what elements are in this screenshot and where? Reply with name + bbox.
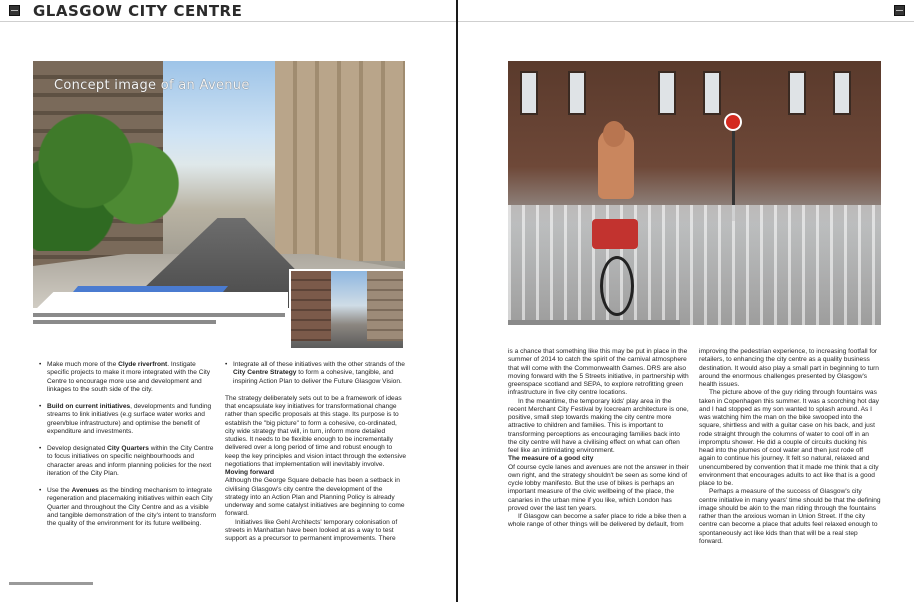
bullet-bold: City Quarters [107, 445, 149, 452]
no-parking-sign-icon [724, 113, 742, 131]
text-column-3 [508, 348, 689, 530]
photo-window [568, 71, 586, 115]
page-title: GLASGOW CITY CENTRE [33, 2, 243, 20]
body-paragraph: Perhaps a measure of the success of Glasgow's city centre initiative in many years' time should be that the defining image should be akin to the man riding through the fountains rather than the anxious woman in Union Street. If the city centre can become a place that adults feel relaxed enough to spontaneously act like kids than that will be a real step forward. [699, 488, 881, 545]
bullet-bold: Avenues [71, 487, 99, 494]
body-paragraph: The picture above of the guy riding through fountains was taken in Copenhagen this summer. It was a scorching hot day and I had stopped as my son wanted to splash around. As I was watching him the man on the bike swooped into the square, shirtless and with a guitar case on his back, and just rode straight through the columns of water to cool off in an impromptu shower. He did a couple of circuits ducking his head into the plumes of cool water and then just rode off again to continue his journey. It felt so natural, relaxed and unencumbered by convention that it made me think that a city environment that encourages adults to act like that is a good place to be. [699, 389, 879, 487]
body-paragraph: If Glasgow can become a safer place to ride a bike then a whole range of other things will be delivered by default, from [508, 513, 687, 529]
decorative-white-wedge [33, 292, 288, 312]
page-marker-icon [9, 5, 20, 16]
body-paragraph: improving the pedestrian experience, to increasing footfall for retailers, to enhancing the city centre as a quality business destination. It would also play a small part in beginning to turn around the enormous challenges presented by Glasgow's health issues. [699, 348, 879, 388]
bullet-item [39, 445, 217, 478]
bullet-bold: Build on current initiatives [47, 403, 131, 410]
footer-bar [9, 582, 93, 585]
photo-building-right [275, 61, 405, 261]
photo-fountain-jets [508, 205, 881, 325]
bullet-item [39, 487, 217, 528]
photo-window [833, 71, 851, 115]
photo-window [788, 71, 806, 115]
bullet-text: as the binding mechanism to integrate regeneration and placemaking initiatives within each City Quarter and throughout the City Centre and as a visible and tangible demonstration of the city's intent to transform the quality of the environment for its future wellbeing. [47, 487, 217, 527]
body-paragraph: Although the George Square debacle has been a setback in civilising Glasgow's city centre the development of the strategy into an Action Plan and Planning Policy is already underway and some catalyst initiatives are beginning to come forward. [225, 477, 405, 518]
bullet-text: to form a cohesive, tangible, and inspiring Action Plan to deliver the Future Glasgow Vision. [233, 369, 402, 385]
page-header [0, 0, 457, 22]
fountain-cyclist-photo [508, 61, 881, 325]
bullet-text: within the City Centre to focus initiatives on specific neighbourhoods and character areas and inform planning policies for the next iteration of the City Plan. [47, 445, 214, 477]
photo-caption: Concept image of an Avenue [54, 78, 250, 93]
decorative-bar [33, 313, 285, 317]
text-column-1 [39, 361, 217, 537]
bullet-text: , developments and funding streams to link initiatives (e.g surface water works and green/blue infrastructure) and optimise the benefit of expenditure and investments. [47, 403, 212, 435]
photo-cyclist-shorts [592, 219, 638, 249]
decorative-bar [508, 320, 680, 325]
body-paragraph: Initiatives like Gehl Architects' temporary colonisation of streets in Manhattan have been looked at as a way to test support as a precursor to permanent improvements. There [225, 518, 398, 542]
inset-building-left [291, 271, 331, 341]
right-page [458, 0, 914, 602]
bike-wheel-icon [600, 256, 634, 316]
text-column-4 [699, 348, 881, 546]
bullet-bold: Clyde riverfront [118, 361, 168, 368]
section-subheading: The measure of a good city [508, 455, 594, 463]
body-paragraph: The strategy deliberately sets out to be a framework of ideas that encapsulate key initiatives for transformational change rather than specific proposals at this stage. Its purpose is to establish the "big picture" to form a cohesive, co-ordinated, city wide strategy that will, in turn, inform more detailed studies. It needs to be flexible enough to be incrementally delivered over a long period of time and robust enough to keep the key principles and vision intact through the extensive negotiations that implementation will inevitably involve. [225, 394, 407, 468]
body-paragraph: Of course cycle lanes and avenues are not the answer in their own right, and the strategy shouldn't be seen as some kind of cycle lobby manifesto. But the use of bikes is perhaps an important measure of the civic wellbeing of the place, the canaries in the urban mine if you like, which London has proved over the last ten years. [508, 463, 689, 512]
bullet-item [39, 403, 217, 436]
bullet-item [225, 361, 407, 386]
page-marker-icon [894, 5, 905, 16]
bullet-text: Make much more of the [47, 361, 119, 368]
section-subheading: Moving forward [225, 469, 275, 476]
bullet-text: . Instigate specific projects to make it more integrated with the City Centre to encourage more use and development and linkages to the south side of the city. [47, 361, 211, 393]
photo-window [520, 71, 538, 115]
bullet-item [39, 361, 217, 394]
text-column-2 [225, 361, 407, 543]
bullet-bold: City Centre Strategy [233, 369, 297, 377]
bullet-text: Integrate all of these initiatives with the other strands of the [233, 361, 405, 368]
decorative-bar [33, 320, 216, 324]
photo-window [658, 71, 676, 115]
bullet-text: Develop designated [47, 445, 108, 452]
body-paragraph: is a chance that something like this may be put in place in the summer of 2014 to catch the spirit of the carnival atmosphere that will come with the Commonwealth Games. DRS are also moving forward with the 5 Streets initiative, in partnership with greenspace scotland and SEPA, to explore retrofitting green infrastructure in five city centre locations. [508, 348, 689, 397]
bullet-text: Use the [47, 487, 72, 494]
photo-window [703, 71, 721, 115]
photo-cyclist-head [603, 121, 625, 147]
page-header [458, 0, 914, 22]
body-paragraph: In the meantime, the temporary kids' play area in the recent Merchant City Festival by Icecream architecture is one, positive, small step towards making the city centre more attractive to children and families. This is important to transforming perceptions as encouraging families back into the city centre will have a civilising effect on what can often feel like an intimidating environment. [508, 397, 689, 454]
inset-building-right [367, 271, 403, 341]
photo-trees [33, 101, 183, 251]
street-inset-photo [289, 269, 405, 350]
